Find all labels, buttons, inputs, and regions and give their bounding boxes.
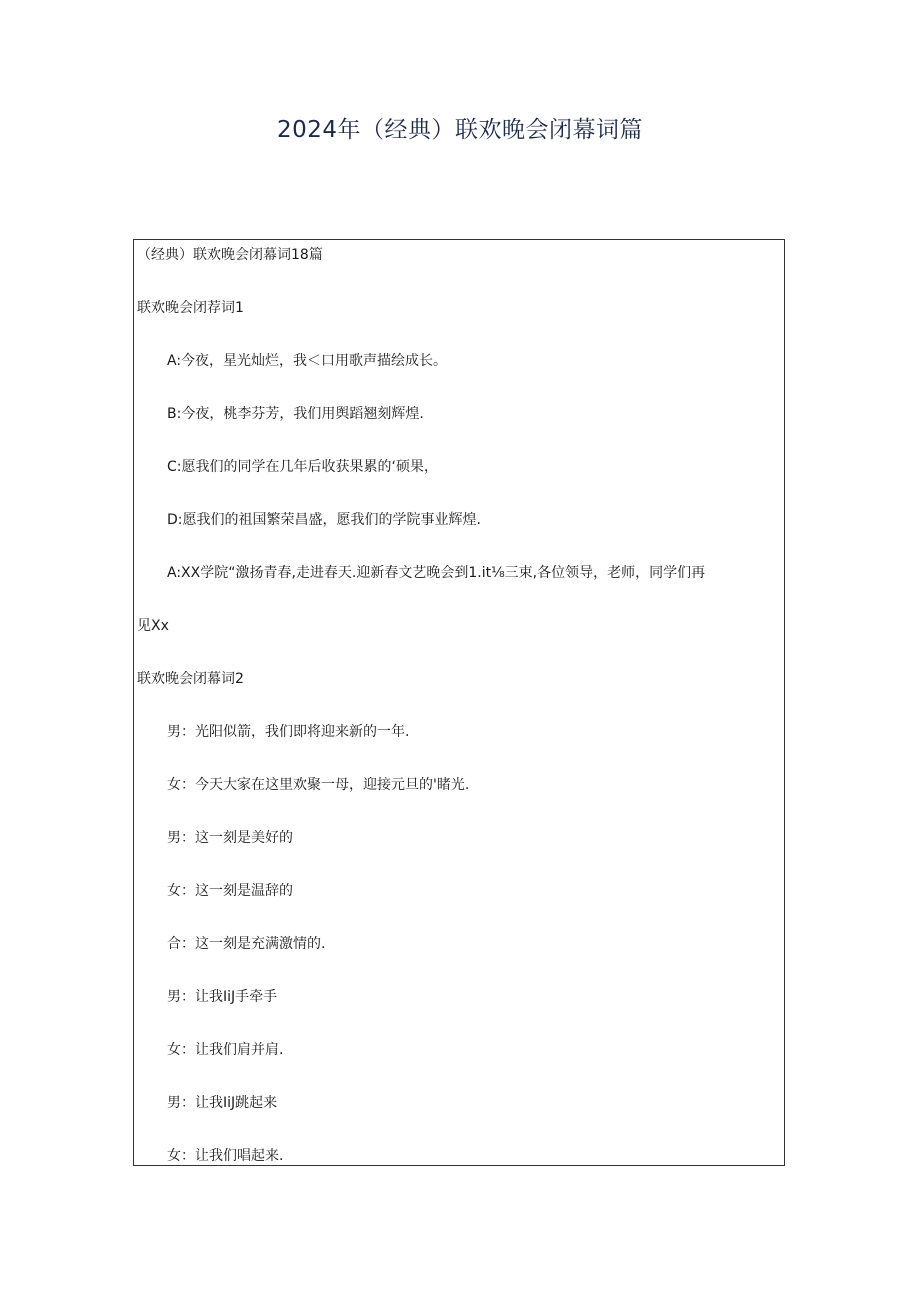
text-line: 男：让我IiJ手牵手 bbox=[167, 989, 278, 1005]
text-line: 男：让我IiJ跳起来 bbox=[167, 1095, 278, 1111]
text-line: D:愿我们的祖国繁荣昌盛，愿我们的学院事业辉煌. bbox=[167, 512, 481, 528]
text-line: A:XX学院“激扬青春,走进春天.迎新春文艺晚会到1.it⅛三束,各位领导，老师，同学们再 bbox=[167, 565, 706, 581]
text-line: C:愿我们的同学在几年后收获果累的‘硕果， bbox=[167, 459, 438, 475]
text-line: 女：这一刻是温辞的 bbox=[167, 883, 293, 899]
content-box bbox=[133, 239, 785, 1166]
text-line: 男：光阳似箭，我们即将迎来新的一年. bbox=[167, 724, 410, 740]
text-line: 女：今天大家在这里欢聚一母，迎接元旦的'睹光. bbox=[167, 777, 470, 793]
text-line: 男：这一刻是美好的 bbox=[167, 830, 293, 846]
section-heading: 联欢晚会闭荐词1 bbox=[137, 300, 244, 316]
doc-subtitle: （经典）联欢晚会闭幕词18篇 bbox=[137, 247, 323, 263]
text-line: 女：让我们肩并肩. bbox=[167, 1042, 284, 1058]
document-title: 2024年（经典）联欢晚会闭幕词篇 bbox=[276, 117, 644, 143]
text-line: 合：这一刻是充满激情的. bbox=[167, 936, 326, 952]
text-line: 女：让我们唱起来. bbox=[167, 1148, 284, 1164]
text-line: 见Xx bbox=[137, 618, 169, 634]
text-line: B:今夜，桃李芬芳，我们用舆蹈翘刻辉煌. bbox=[167, 406, 424, 422]
text-line: A:今夜，星光灿烂，我＜口用歌声描绘成长。 bbox=[167, 353, 448, 369]
section-heading: 联欢晚会闭幕词2 bbox=[137, 671, 244, 687]
